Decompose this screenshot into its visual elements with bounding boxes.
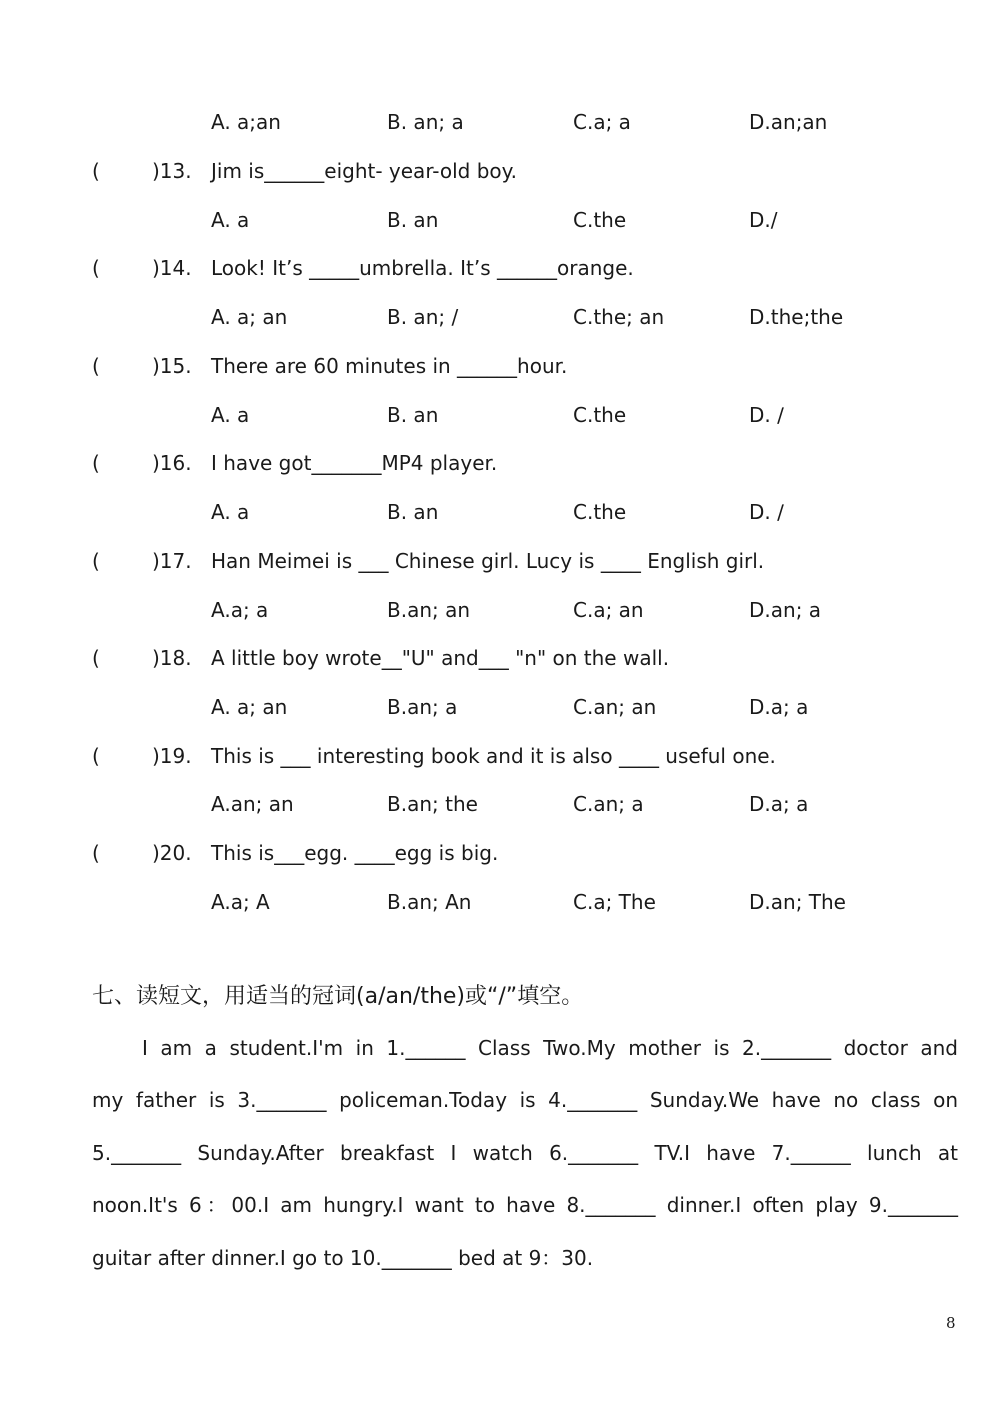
passage-line-2: my father is 3._______ policeman.Today is 4._______ Sunday.We have no class on [92,1088,958,1112]
question-text: Look! It’s _____umbrella. It’s ______orange. [211,256,634,280]
option-d: D.an; a [749,598,822,622]
option-d: D. ∕ [749,403,784,427]
option-a: A. a [211,500,250,524]
option-b: B. an [387,500,439,524]
passage-line-3: 5._______ Sunday.After breakfast I watch 6._______ TV.I have 7.______ lunch at [92,1141,958,1165]
option-b: B. an [387,208,439,232]
answer-paren-open[interactable]: ( [92,744,100,768]
option-b: B. an; / [387,305,459,329]
question-number: )14. [152,256,192,280]
option-c: C.a; a [573,110,631,134]
question-number: )17. [152,549,192,573]
option-b: B.an; a [387,695,458,719]
option-a: A. a;an [211,110,281,134]
answer-paren-open[interactable]: ( [92,841,100,865]
page-number: 8 [946,1314,956,1332]
question-text: A little boy wrote__"U" and___ "n" on the wall. [211,646,670,670]
option-d: D.a; a [749,792,809,816]
option-d: D.an;an [749,110,828,134]
answer-paren-open[interactable]: ( [92,646,100,670]
option-d: D.an; The [749,890,846,914]
question-text: Han Meimei is ___ Chinese girl. Lucy is ____ English girl. [211,549,765,573]
option-c: C.the [573,500,627,524]
option-c: C.a; The [573,890,656,914]
section-title: 七、读短文，用适当的冠词(a/an/the)或“/”填空。 [92,984,584,1009]
option-a: A.a; a [211,598,269,622]
option-c: C.the [573,403,627,427]
answer-paren-open[interactable]: ( [92,451,100,475]
question-number: )13. [152,159,192,183]
question-text: This is ___ interesting book and it is also ____ useful one. [211,744,776,768]
answer-paren-open[interactable]: ( [92,159,100,183]
answer-paren-open[interactable]: ( [92,256,100,280]
option-c: C.a; an [573,598,644,622]
option-b: B. an [387,403,439,427]
option-a: A. a; an [211,695,288,719]
option-b: B.an; An [387,890,472,914]
passage-line-5: guitar after dinner.I go to 10._______ bed at 9：30. [92,1246,594,1270]
question-number: )19. [152,744,192,768]
passage-line-4: noon.It's 6：00.I am hungry.I want to have 8._______ dinner.I often play 9._______ [92,1193,958,1217]
question-number: )15. [152,354,192,378]
question-text: Jim is______eight- year-old boy. [211,159,517,183]
option-d: D.a; a [749,695,809,719]
option-d: D.the;the [749,305,844,329]
option-d: D./ [749,208,778,232]
option-c: C.the; an [573,305,665,329]
question-number: )18. [152,646,192,670]
option-a: A. a [211,208,250,232]
question-number: )16. [152,451,192,475]
option-a: A.an; an [211,792,294,816]
option-c: C.the [573,208,627,232]
option-b: B.an; the [387,792,478,816]
answer-paren-open[interactable]: ( [92,549,100,573]
option-c: C.an; a [573,792,644,816]
question-text: I have got_______MP4 player. [211,451,498,475]
option-d: D. ∕ [749,500,784,524]
question-text: There are 60 minutes in ______hour. [211,354,568,378]
option-b: B. an; a [387,110,464,134]
question-text: This is___egg. ____egg is big. [211,841,499,865]
question-number: )20. [152,841,192,865]
option-a: A. a [211,403,250,427]
option-a: A.a; A [211,890,270,914]
answer-paren-open[interactable]: ( [92,354,100,378]
option-b: B.an; an [387,598,471,622]
option-c: C.an; an [573,695,657,719]
passage-line-1: I am a student.I'm in 1.______ Class Two.My mother is 2._______ doctor and [142,1036,958,1060]
option-a: A. a; an [211,305,288,329]
